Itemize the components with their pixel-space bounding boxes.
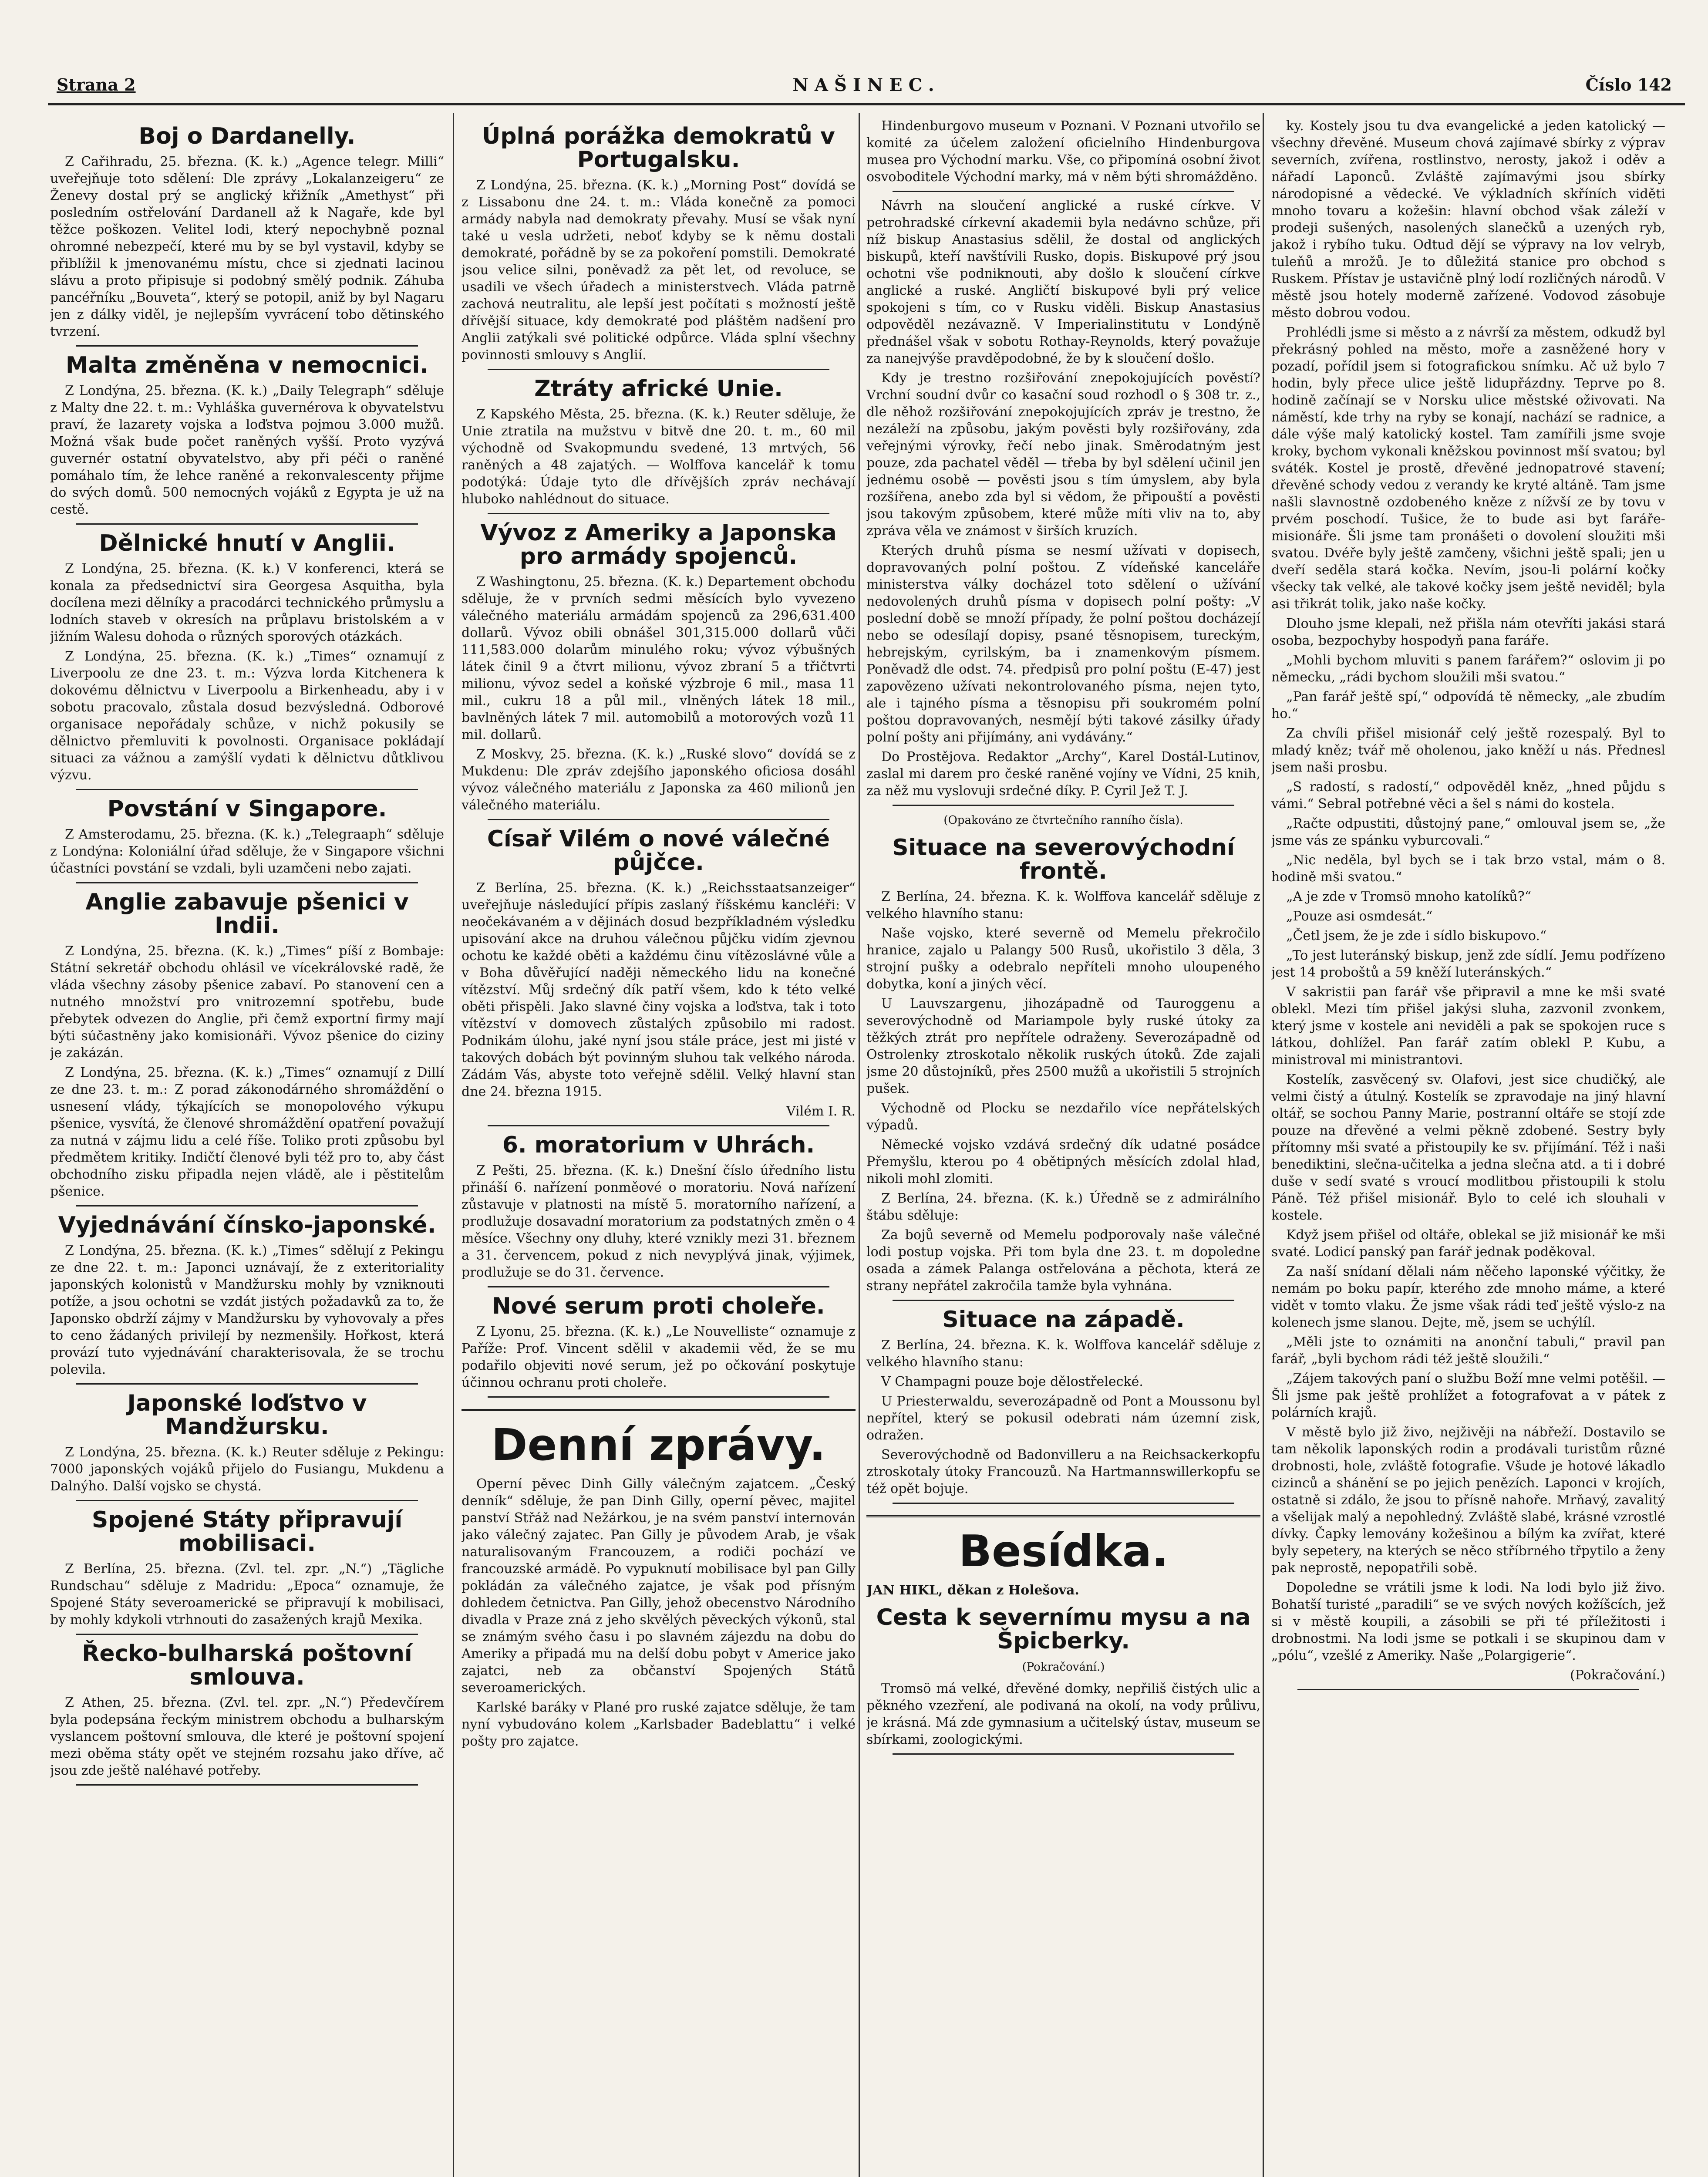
- article-headline: Dělnické hnutí v Anglii.: [99, 530, 395, 556]
- article-paragraph: „Zájem takových paní o službu Boží mne velmi potěšil. — Šli jsme pak ještě prohlížet a fotografovat a v pátek z polárních krajů.: [1271, 1371, 1665, 1420]
- article-paragraph: Kterých druhů písma se nesmí užívati v dopisech, dopravovaných polní poštou. Z vídeňské kanceláře ministerstva války docházel toto sdělení o užívání nedovolených druhů písma v dopisech polní pošty: „V poslední době se množí případy, že polní poštou docházejí nebo se odesílají dopisy, psané těsnopisem, tureckým, hebrejským, cyrilským, ba i znamenkovým písmem. Poněvadž dle odst. 74. předpisů pro polní poštu (E-47) jest zapovězeno užívati nekontrolovaného písma, nejen tyto, ale i tajného písma a těsnopisu při soukromém polní poštou dopravovaných, nesmějí býti takové zásilky úřady polní pošty ani přijímány, ani vydávány.“: [866, 543, 1260, 745]
- author-line: JAN HIKL, děkan z Holešova.: [866, 1583, 1079, 1598]
- article-paragraph: Z Kapského Města, 25. března. (K. k.) Reuter sděluje, že Unie ztratila na mužstvu v bitvě dne 20. t. m., 60 mil východně od Svakopmundu svedené, 13 mrtvých, 56 raněných a 48 zajatých. — Wolffova kancelář k tomu podotýká: Údaje tyto dle dřívějších zpráv nechávají hluboko nahlédnout do situace.: [462, 407, 856, 507]
- article-divider: [893, 1503, 1234, 1504]
- article-paragraph: Když jsem přišel od oltáře, oblekal se již misionář ke mši svaté. Lodicí panský pan farář jednak poděkoval.: [1271, 1227, 1665, 1260]
- article-paragraph: Z Moskvy, 25. března. (K. k.) „Ruské slovo“ dovídá se z Mukdenu: Dle zpráv zdejšího japonského oficiosa dosáhl vývoz válečného materiálu z Japonska za 460 milionů jen válečného materiálu.: [462, 747, 856, 813]
- article-paragraph: Z Londýna, 25. března. (K. k.) „Morning Post“ dovídá se z Lissabonu dne 24. t. m.: Vláda konečně za pomoci armády nabyla nad demokraty převahy. Musí se však nyní také u vesla udržeti, neboť kdyby se k němu dostali demokraté, pořádně by se za pokoření pomstili. Demokraté jsou velice silni, poněvadž za pět let, od revoluce, se usadili ve všech úřadech a ministerstvech. Vláda patrně zachová neutralitu, ale lepší jest počítati s možností ještě dřívější situace, kdy demokraté pod pláštěm nadšení pro Anglii zatýkali své politické odpůrce. Vláda splní všechny povinnosti smlouvy s Anglií.: [462, 178, 856, 363]
- article-paragraph: „Pan farář ještě spí,“ odpovídá tě německy, „ale zbudím ho.“: [1271, 689, 1665, 721]
- article-paragraph: Kdy je trestno rozšiřování znepokojujících pověstí? Vrchní soudní dvůr co kasační soud rozhodl o § 308 tr. z., dle něhož rozšiřování znepokojujících zpráv je trestno, že nezáleží na způsobu, jakým pověsti byly rozšiřovány, zda veřejnými výrovky, řečí nebo jinak. Směrodatným jest pouze, zda pachatel věděl — třeba by byl sdělení učinil jen jednému osobě — pověsti jsou s tím úmyslem, aby byla rozšířena, anebo zda byl si vědom, že připouští a pověsti jsou takovým způsobem, které může míti vliv na to, aby zpráva věla ve známost v širších kruzích.: [866, 371, 1260, 539]
- article-paragraph: Z Berlína, 25. března. (K. k.) „Reichsstaatsanzeiger“ uveřejňuje následující přípis zaslaný říšskému kancléři: V neočekávaném a v dějinách dosud bezpříkladném výsledku upisování akce na druhou válečnou půjčku vidím zjevnou ochotu ke každé oběti a každému činu vítězoslávné vůle a v Boha důvěřující naději německého lidu na konečné vítězství. Můj srdečný dík patří všem, kdo k této velké oběti přispěli. Jako slavné činy vojska a loďstva, tak i toto vítězství v domovech zůstalých způsobilo mi radost. Podnikám úlohu, jaké nyní jsou stále práce, jest mi jisté v takových dobách být povinným sluhou tak velkého národa. Zádám Vás, abyste toto veřejně sdělil. Velký hlavní stan dne 24. března 1915.: [462, 880, 856, 1099]
- article-headline: Boj o Dardanelly.: [138, 123, 356, 149]
- article-paragraph: Z Amsterodamu, 25. března. (K. k.) „Telegraaph“ sděluje z Londýna: Koloniální úřad sděluje, že v Singapore všichni účastníci povstání se vzdali, byli uzamčeni nebo zajati.: [50, 827, 444, 876]
- article-paragraph: „To jest luteránský biskup, jenž zde sídlí. Jemu podřízeno jest 14 proboštů a 59 kněží luteránských.“: [1271, 948, 1665, 980]
- article-headline: Povstání v Singapore.: [107, 796, 387, 822]
- article-headline: Spojené Státy připravují mobilisaci.: [91, 1507, 403, 1557]
- article-paragraph: Kostelík, zasvěcený sv. Olafovi, jest sice chudičký, ale velmi čistý a útulný. Kostelík se zpravodaje na jiný hlavní oltář, se sochou Panny Marie, postranní oltáře se stojí zde pouze na dřevěné a velmi pěkně zdobené. Sestry byly přítomny mši svaté a přistoupily ke sv. přijímání. Též i naši benediktini, slečna-učitelka a jedna slečna atd. a ti i dobré duše v sedí svaté s vroucí modlitbou přistoupili k stolu Páně. Též přišel misionář. Bylo to celé ich slouhali v kostele.: [1271, 1072, 1665, 1223]
- article-divider: [893, 1300, 1234, 1301]
- article-paragraph: V městě bylo již živo, nejživěji na nábřeží. Dostavilo se tam několik laponských rodin a prodávali turistům různé drobnosti, hole, zvláště fotografie. Všude je hotové lákadlo cizinců a shánění se po jejich penězích. Laponci v krojích, ostatně si zdálo, že jsou to přísně nahoře. Mrňavý, zavalitý a všelijak malý a nepohledný. Zvláště slabé, krásné vzrostlé dívky. Čapky lemovány kožešinou a bílým ka zvířat, které byly sepetery, na kterých se něco stříbrného třpytilo a ženy pak neprostě, nepopatřili sobě.: [1271, 1425, 1665, 1576]
- article-paragraph: Do Prostějova. Redaktor „Archy“, Karel Dostál-Lutinov, zaslal mi darem pro české raněné vojíny ve Vídni, 25 knih, za něž mu vyslovuji srdečné díky. P. Cyril Jež T. J.: [866, 749, 1260, 799]
- article-headline: Anglie zabavuje pšenici v Indii.: [85, 889, 409, 939]
- article-paragraph: Německé vojsko vzdává srdečný dík udatné posádce Přemyšlu, kterou po 4 obětipných měsících zdolal hlad, nikoli mohl zlomiti.: [866, 1137, 1260, 1186]
- article-paragraph: Za naší snídaní dělali nám něčeho laponské výčitky, že nemám po boku papír, kterého zde mnoho máme, a které vidět v tomto vlaku. Že jsme však rádi teď ještě výslo-z na kolenech jsme slanou. Dejte, mě, jsem se uchýlíl.: [1271, 1264, 1665, 1330]
- article-paragraph: Z Londýna, 25. března. (K. k.) V konferenci, která se konala za předsednictví sira Georgesa Asquitha, byla docílena mezi dělníky a pracodárci technického průmyslu a lodních staveb v okresích na průplavu bristolském a v jižním Walesu dohoda o různých sporových otázkách.: [50, 561, 444, 644]
- article-headline: Vývoz z Ameriky a Japonska pro armády spojenců.: [480, 520, 837, 570]
- article-headline: Nové serum proti choleře.: [492, 1293, 825, 1319]
- column-divider: [1263, 113, 1264, 2177]
- article-divider: [488, 1125, 829, 1126]
- article-paragraph: Dlouho jsme klepali, než přišla nám otevříti jakási stará osoba, bezpochyby hospodyň pana faráře.: [1271, 616, 1665, 648]
- column-2: [462, 118, 856, 2177]
- article-paragraph: Z Cařihradu, 25. března. (K. k.) „Agence telegr. Milli“ uveřejňuje toto sdělení: Dle zprávy „Lokalanzeigeru“ ze Ženevy dostal prý se anglický křižník „Amethyst“ při posledním ostřelování Dardanell až k Nagaře, kde byl těžce poškozen. Velitel lodi, který nepochybně poznal ohromné nebezpečí, které mu by se byl vystavil, kdyby se přiblížil k jmenovanému místu, chce si zjednati lacinou slávu a proto připisuje si podobný smělý podnik. Záhuba pancéřníku „Bouveta“, který se potopil, aniž by byl Nagaru jen z dálky viděl, je nejlepším vyvrácení tobo dětinského tvrzení.: [50, 154, 444, 339]
- article-divider: [76, 523, 418, 525]
- article-paragraph: Východně od Plocku se nezdařilo více nepřátelských výpadů.: [866, 1101, 1260, 1133]
- article-headline: Denní zprávy.: [491, 1419, 826, 1470]
- article-headline: Situace na západě.: [942, 1307, 1185, 1333]
- article-paragraph: „Nic neděla, byl bych se i tak brzo vstal, mám o 8. hodině mši svatou.“: [1271, 853, 1665, 885]
- article-paragraph: Z Londýna, 25. března. (K. k.) „Times“ píší z Bombaje: Státní sekretář obchodu ohlásil ve vícekrálovské radě, že vláda všechny zásoby pšenice zabaví. Po stanovení cen a nutného množství pro vnitrozemní spotřebu, bude přebytek odvezen do Anglie, při čemž exportní firmy mají býti súčastněny jako komisionáři. Vývoz pšenice do ciziny je zakázán.: [50, 944, 444, 1061]
- article-signature: Vilém I. R.: [786, 1104, 856, 1119]
- section-divider: [866, 1515, 1260, 1517]
- masthead: [48, 75, 1685, 101]
- article-headline: Situace na severovýchodní frontě.: [892, 835, 1235, 884]
- article-paragraph: ky. Kostely jsou tu dva evangelické a jeden katolický — všechny dřevěné. Museum chová zajímavé sbírky z výprav severních, zvířena, rostlinstvo, nerosty, jakož i oděv a nářadí Laponců. Zvláště zajímavými jsou sbírky národopisné a vědecké. Ve výkladních skříních viděti mnoho tovaru a kožešin: hlavní obchod však záleží v prodeji sušených, nasolených slanečků a uzených ryb, jakož i rybího tuku. Odtud dějí se výpravy na lov velryb, tuleňů a mrožů. Je to důležitá stanice pro obchod s Ruskem. Přístav je ustavičně plný lodí rozličných národů. V městě jsou hotely moderně zařízené. Vodovod zásobuje město dobrou vodou.: [1271, 118, 1665, 320]
- article-paragraph: U Lauvszargenu, jihozápadně od Tauroggenu a severovýchodně od Mariampole byly ruské útoky za těžkých ztrát pro nepřítele odraženy. Severozápadně od Ostrolenky ztroskotalo několik ruských útoků. Zde zajali jsme 20 důstojníků, přes 2500 mužů a ukořistili 5 strojních pušek.: [866, 996, 1260, 1096]
- article-divider: [76, 1634, 418, 1635]
- article-paragraph: Za bojů severně od Memelu podporovaly naše válečné lodi postup vojska. Při tom byla dne 23. t. m dopoledne osada a zámek Palanga ostřelována a pěchota, která ze strany nepřátel zakročila tamže byla vyhnána.: [866, 1227, 1260, 1294]
- article-paragraph: Dopoledne se vrátili jsme k lodi. Na lodi bylo již živo. Bohatší turisté „paradili“ se ve svých nových kožíšcích, jež si v městě koupili, a zásobili se při té příležitosti i drobnostmi. Na lodi jsme se potkali i se skupinou dam v „pólu“, vzešlé z Ameriky. Naše „Polargigerie“.: [1271, 1580, 1665, 1663]
- article-divider: [76, 882, 418, 883]
- article-headline: Císař Vilém o nové válečné půjčce.: [487, 826, 830, 876]
- article-headline: Japonské loďstvo v Mandžursku.: [127, 1390, 367, 1440]
- article-paragraph: U Priesterwaldu, severozápadně od Pont a Moussonu byl nepřítel, který se pokusil odebrati nám územní zisk, odražen.: [866, 1394, 1260, 1443]
- article-divider: [1297, 1689, 1639, 1690]
- article-paragraph: Z Athen, 25. března. (Zvl. tel. zpr. „N.“) Předevčírem byla podepsána řeckým ministrem obchodu a bulharským vyslancem poštovní smlouva, dle které je poštovní spojení mezi oběma státy opět ve stejném rozsahu jako dříve, ač jsou zde ještě naléhavé potřeby.: [50, 1695, 444, 1778]
- article-headline: 6. moratorium v Uhrách.: [502, 1132, 815, 1158]
- article-paragraph: Naše vojsko, které severně od Memelu překročilo hranice, zajalo u Palangy 500 Rusů, ukořistilo 3 děla, 3 strojní pušky a odebralo nepříteli mnoho uloupeného dobytka, koní a jiných věcí.: [866, 926, 1260, 992]
- article-headline: Vyjednávání čínsko-japonské.: [58, 1212, 436, 1238]
- article-headline: Besídka.: [958, 1526, 1169, 1577]
- article-divider: [488, 513, 829, 514]
- article-paragraph: Hindenburgovo museum v Poznani. V Poznani utvořilo se komité za účelem založení oficielního Hindenburgova musea pro Východní marku. Vše, co připomíná osobní život osvoboditele Východní marky, má v něm býti shromážděno.: [866, 118, 1260, 185]
- header-rule: [48, 103, 1685, 105]
- article-headline: Cesta k severnímu mysu a na Špicberky.: [876, 1604, 1251, 1654]
- article-paragraph: Z Londýna, 25. března. (K. k.) Reuter sděluje z Pekingu: 7000 japonských vojáků přijelo do Fusiangu, Mukdenu a Dalnýho. Další vojsko se chystá.: [50, 1445, 444, 1494]
- article-divider: [76, 789, 418, 790]
- section-divider: [462, 1409, 856, 1411]
- article-divider: [76, 1205, 418, 1206]
- article-paragraph: Návrh na sloučení anglické a ruské církve. V petrohradské církevní akademii byla nedávno schůze, při níž biskup Anastasius sdělil, že dostal od anglických biskupů, kteří navštívili Rusko, dopis. Biskupové prý jsou ochotni vše podniknouti, aby došlo k sloučení církve anglické a ruské. Angličtí biskupové byli prý velice spokojeni s tím, co v Rusku viděli. Biskup Anastasius odpověděl nezávazně. V Imperialinstitutu v Londýně přednášel však v sobotu Rothay-Reynolds, který považuje za nanejvýše pravděpodobné, že by k sloučení došlo.: [866, 198, 1260, 366]
- article-divider: [488, 1286, 829, 1287]
- article-paragraph: Prohlédli jsme si město a z návrší za městem, odkudž byl překrásný pohled na město, moře a zasněžené hory v pozadí, pořídil jsem si fotografickou snímku. Ač už bylo 7 hodin, byly přece ulice ještě lidupřázdny. Teprve po 8. hodině začínají se v Norsku ulice městské oživovati. Na náměstí, kde trhy na ryby se konají, nachází se radnice, a dále výše malý katolický kostel. Tam zamířili jsme svoje kroky, bychom vykonali kněžskou povinnost mší svatou; byl sváték. Kostel je prostě, dřevěné jednopatrové stavení; dřevěné schody vedou z verandy ke kryté altáně. Tam jsme našli slavnostně ozdobeného kněze z nížvší ze by tovu v prvém poschodí. Tušice, že to bude asi byt faráře-misionáře. Šli jsme tam pronášeti o dovolení sloužiti mši svatou. Dvéře byly ještě zamčeny, všichni ještě spali; jen u dveří seděla stará kočka. Nevím, jsou-li polární kočky všecky tak velké, ale takové kočky jsem ještě neviděl; byla asi třikrát tolik, jako naše kočky.: [1271, 325, 1665, 612]
- newspaper-title: NAŠINEC.: [792, 75, 940, 95]
- article-divider: [76, 345, 418, 347]
- article-paragraph: Z Londýna, 25. března. (K. k.) „Daily Telegraph“ sděluje z Malty dne 22. t. m.: Vyhláška guvernérova k obyvatelstvu praví, že lazarety vojska a loďstva pojmou 3.000 mužů. Možná však bude počet raněných vyšší. Proto vyzývá guvernér ostatní obyvatelstvo, aby při péči o raněné pomáhalo tím, že lehce raněné a rekonvalescenty přijme do svých domů. 500 nemocných vojáků z Egypta je už na cestě.: [50, 383, 444, 517]
- continued-note: (Pokračování.): [1022, 1661, 1105, 1674]
- article-divider: [488, 1396, 829, 1398]
- article-paragraph: „Pouze asi osmdesát.“: [1286, 909, 1433, 924]
- article-paragraph: „S radostí, s radostí,“ odpověděl kněz, „hned půjdu s vámi.“ Sebral potřebné věci a šel s námi do kostela.: [1271, 779, 1665, 812]
- article-paragraph: V Champagni pouze boje dělostřelecké.: [881, 1374, 1143, 1389]
- article-divider: [893, 805, 1234, 806]
- article-paragraph: Karlské baráky v Plané pro ruské zajatce sděluje, že tam nyní vybudováno kolem „Karlsbader Badeblattu“ i velké pošty pro zajatce.: [462, 1700, 856, 1749]
- column-4: [1271, 118, 1665, 2177]
- article-divider: [488, 819, 829, 820]
- article-paragraph: „A je zde v Tromsö mnoho katolíků?“: [1286, 889, 1532, 904]
- column-1: [50, 118, 444, 2177]
- article-paragraph: Z Londýna, 25. března. (K. k.) „Times“ oznamují z Dillí ze dne 23. t. m.: Z porad zákonodárného shromáždění o usnesení vlády, týkajících se monopolového výkupu pšenice, vysvítá, že členové shromáždění opatření považují za nutná v zájmu lidu a celé říše. Toliko proti způsobu byl předmětem kritiky. Indičtí členové byli též pro to, aby část obchodního zisku připadla nejen vládě, ale i pěstitelům pšenice.: [50, 1065, 444, 1199]
- article-headline: Malta změněna v nemocnici.: [65, 352, 429, 378]
- article-paragraph: Tromsö má velké, dřevěné domky, nepřiliš čistých ulic a pěkného vzezření, ale podivaná na okolí, na vody průlivu, je krásná. Má zde gymnasium a učitelský ústav, museum se sbírkami, zoologickými.: [866, 1681, 1260, 1747]
- column-divider: [453, 113, 454, 2177]
- article-paragraph: Severovýchodně od Badonvilleru a na Reichsackerkopfu ztroskotaly útoky Francouzů. Na Hartmannswillerkopfu se též opět bojuje.: [866, 1447, 1260, 1496]
- page-label: Strana 2: [57, 75, 136, 94]
- article-divider: [893, 191, 1234, 192]
- article-paragraph: Z Londýna, 25. března. (K. k.) „Times“ oznamují z Liverpoolu ze dne 23. t. m.: Výzva lorda Kitchenera k dokovému dělnictvu v Liverpoolu a Birkenheadu, aby i v sobotu pracovalo, zůstala dosud bezvýsledná. Odborové organisace nepořádaly schůze, v nichž pokusily se dělnictvo přemluviti k povolnosti. Organisace pokládají situaci za vážnou a zamýšlí vydati k dělnictvu důtklivou výzvu.: [50, 649, 444, 783]
- article-headline: Úplná porážka demokratů v Portugalsku.: [482, 123, 835, 173]
- article-paragraph: Z Pešti, 25. března. (K. k.) Dnešní číslo úředního listu přináší 6. nařízení ponměové o moratoriu. Nová nařízení zůstavuje v platnosti na místě 5. moratorního nařízení, a prodlužuje dosavadní moratorium za podstatných změn o 4 měsíce. Všechny ony dluhy, které vznikly mezi 31. březnem a 31. červencem, pokud z nich nevyplývá jinak, výjimek, prodlužuje se do 31. července.: [462, 1163, 856, 1280]
- article-paragraph: Z Lyonu, 25. března. (K. k.) „Le Nouvelliste“ oznamuje z Paříže: Prof. Vincent sdělil v akademii věd, že se mu podařilo objeviti nové serum, jež po očkování poskytuje účinnou ochranu proti choleře.: [462, 1324, 856, 1390]
- article-paragraph: Z Berlína, 25. března. (Zvl. tel. zpr. „N.“) „Tägliche Rundschau“ sděluje z Madridu: „Epoca“ oznamuje, že Spojené Státy severoamerické se připravují k mobilisaci, by mohly kdykoli vtrhnouti do zasažených krajů Mexika.: [50, 1561, 444, 1628]
- article-paragraph: Z Londýna, 25. března. (K. k.) „Times“ sdělují z Pekingu ze dne 22. t. m.: Japonci uznávají, že z exteritoriality japonských kolonistů v Mandžursku mohly by vzniknouti potíže, a jsou ochotni se vzdát jistých požadavků za to, že Japonsko obdrží zájmy v Mandžursku by vyhovovaly a přes to ceno žádaných privilejí by nezmenšily. Hořkost, která provází tuto vyjednávání charakterisovala, že se trochu polevila.: [50, 1243, 444, 1377]
- article-paragraph: Z Berlína, 24. března. K. k. Wolffova kancelář sděluje z velkého hlavního stanu:: [866, 889, 1260, 921]
- article-paragraph: Operní pěvec Dinh Gilly válečným zajatcem. „Český denník“ sděluje, že pan Dinh Gilly, operní pěvec, majitel panství Střáž nad Nežárkou, je na svém panství internován jako válečný zajatec. Pan Gilly je původem Arab, je však naturalisovaným Francouzem, a rodiči pochází ve francouzské armádě. Po vypuknutí mobilisace byl pan Gilly pokládán za válečného zajatce, je však pod přísným dohledem četnictva. Pan Gilly, jehož obecenstvo Národního divadla v Praze zná z jeho skvělých pěveckých výkonů, stal se známým svého času i po slavném zájezdu na dobu do Ameriky a připadá mu na delší dobu pobyt v Americe jako zajatci, neb za občanství Spojených Států severoamerických.: [462, 1476, 856, 1695]
- article-paragraph: Z Washingtonu, 25. března. (K. k.) Departement obchodu sděluje, že v prvních sedmi měsících bylo vyvezeno válečného materiálu armádám spojenců za 296,631.400 dollarů. Vývoz obili obnášel 301,315.000 dollarů vůči 111,583.000 dolarům minulého roku; vývoz výbušných látek činil 9 a čtvrt milionu, vývoz zbraní 5 a třičtvrti milionu, vývoz sedel a koňské výzbroje 6 mil., masa 11 mil., cukru 18 a půl mil., vlněných látek 18 mil., bavlněných látek 7 mil. automobilů a motorových vozů 11 mil. dollarů.: [462, 574, 856, 742]
- section-note: (Opakováno ze čtvrtečního ranního čísla).: [943, 814, 1183, 827]
- article-paragraph: Z Berlína, 24. března. (K. k.) Úředně se z admirálního štábu sděluje:: [866, 1191, 1260, 1223]
- article-paragraph: „Račte odpustiti, důstojný pane,“ omlouval jsem se, „že jsme vás ze spánku vyburcovali.“: [1271, 816, 1665, 848]
- article-headline: Ztráty africké Unie.: [534, 376, 783, 402]
- article-divider: [76, 1500, 418, 1501]
- column-3: [866, 118, 1260, 2177]
- article-divider: [76, 1784, 418, 1786]
- article-paragraph: „Měli jste to oznámiti na anonční tabuli,“ pravil pan farář, „byli bychom rádi též ještě sloužili.“: [1271, 1335, 1665, 1367]
- article-divider: [76, 1383, 418, 1385]
- article-paragraph: Za chvíli přišel misionář celý ještě rozespalý. Byl to mladý kněz; tvář mě oholenou, jako kněží u nás. Přednesl jsem naši prosbu.: [1271, 726, 1665, 775]
- article-paragraph: „Četl jsem, že je zde i sídlo biskupovo.“: [1286, 928, 1547, 944]
- article-signature: (Pokračování.): [1570, 1668, 1665, 1683]
- article-divider: [893, 1753, 1234, 1755]
- article-paragraph: V sakristii pan farář vše připravil a mne ke mši svaté oblekl. Mezi tím přišel jakýsi sluha, zazvonil zvonkem, který jsme v kostele ani neviděli a pak se spokojen ruce s látkou, dohlížel. Pan farář zatím oblekl P. Kubu, a ministroval mi ministrantovi.: [1271, 984, 1665, 1068]
- column-divider: [859, 113, 860, 2177]
- article-paragraph: Z Berlína, 24. března. K. k. Wolffova kancelář sděluje z velkého hlavního stanu:: [866, 1338, 1260, 1370]
- issue-number: Číslo 142: [1585, 75, 1672, 94]
- article-paragraph: „Mohli bychom mluviti s panem farářem?“ oslovim ji po německu, „rádi bychom sloužili mši svatou.“: [1271, 653, 1665, 685]
- article-headline: Řecko-bulharská poštovní smlouva.: [82, 1641, 412, 1690]
- article-divider: [488, 369, 829, 370]
